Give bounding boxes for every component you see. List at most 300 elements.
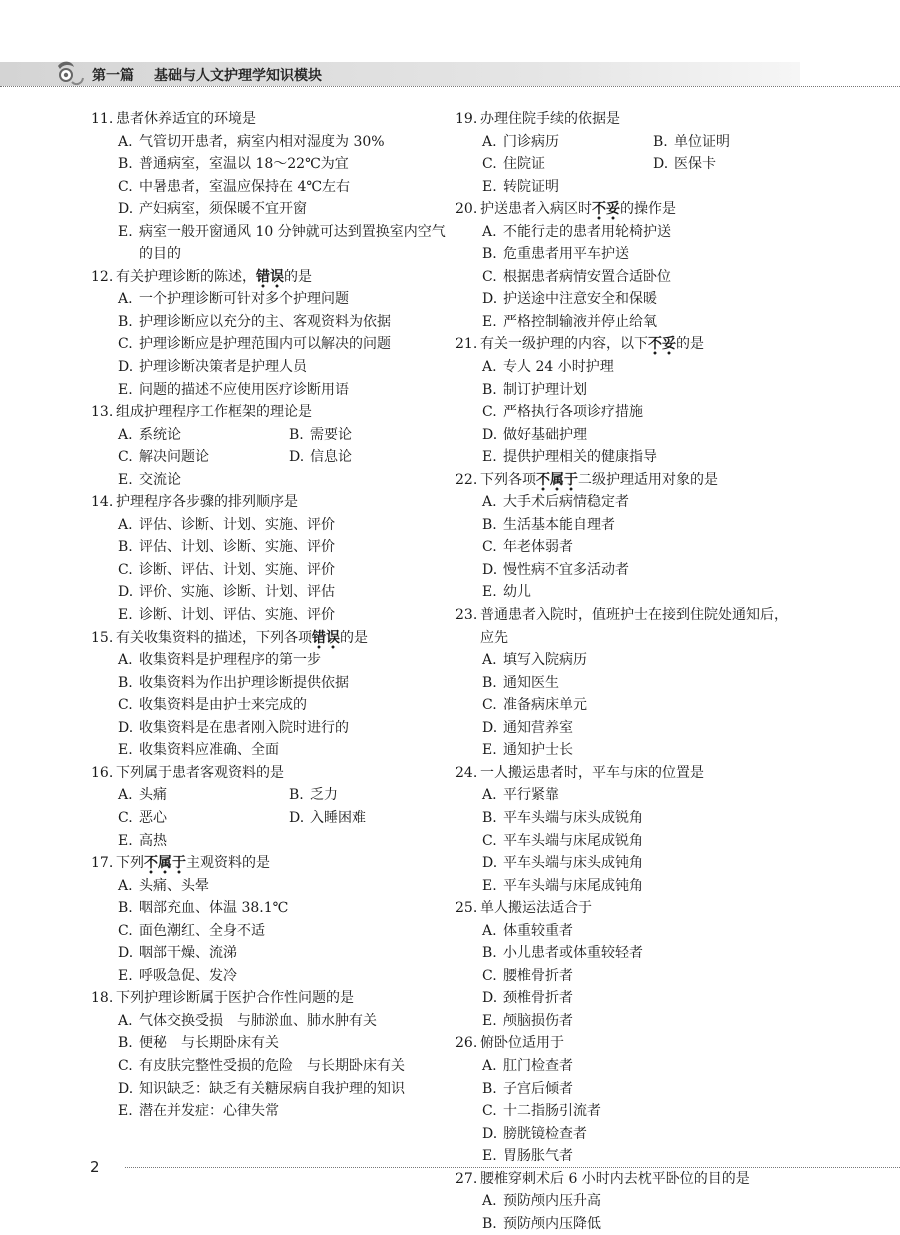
option [118, 649, 446, 672]
question-number: 21. [455, 336, 478, 353]
option-letter: B. [482, 381, 497, 398]
options-list [91, 784, 446, 852]
option-text: 诊断、计划、评估、实施、评价 [139, 607, 335, 624]
option [482, 401, 800, 424]
option [482, 1010, 800, 1033]
option-text: 平车头端与床头成钝角 [503, 855, 643, 872]
question-text-end: 二级护理适用对象的是 [578, 471, 718, 488]
question-text: 普通患者入院时，值班护士在接到住院处通知后，应先 [480, 607, 788, 646]
option [482, 1123, 800, 1146]
left-column [91, 108, 446, 1123]
option [482, 852, 800, 875]
option-text: 住院证 [503, 156, 545, 173]
option-text: 产妇病室，须保暖不宜开窗 [139, 201, 307, 218]
question-number: 25. [455, 900, 478, 917]
option [482, 1100, 800, 1123]
options-list [455, 784, 800, 897]
option-letter: C. [482, 268, 497, 285]
option [482, 243, 800, 266]
question-number: 11. [91, 111, 114, 127]
question-stem [455, 897, 800, 920]
emphasis-mark: 错误 [312, 630, 340, 649]
option-letter: D. [482, 1125, 498, 1142]
option [482, 491, 800, 514]
option-text: 年老体弱者 [503, 539, 573, 556]
option [118, 1032, 446, 1055]
option-letter: E. [118, 742, 133, 759]
option-letter: D. [289, 809, 305, 826]
question-text-end: 主观资料的是 [186, 855, 270, 872]
option-letter: A. [482, 223, 497, 240]
option-text: 小儿患者或体重较轻者 [503, 945, 643, 962]
question-text: 俯卧位适用于 [480, 1035, 564, 1052]
option [118, 1100, 446, 1123]
option-text: 需要论 [310, 426, 352, 443]
option [118, 424, 289, 447]
option-text: 面色潮红、全身不适 [139, 922, 265, 939]
options-list [455, 1190, 800, 1235]
option [118, 131, 446, 154]
option-letter: C. [118, 1057, 133, 1074]
question-number: 12. [91, 268, 114, 285]
option [289, 446, 460, 469]
footer-divider [125, 1167, 900, 1168]
option-text: 中暑患者，室温应保持在 4℃左右 [139, 178, 351, 195]
option [118, 875, 446, 898]
page-header [0, 62, 900, 90]
question-number: 16. [91, 764, 114, 781]
question-stem [455, 333, 800, 356]
option [482, 1055, 800, 1078]
options-row [118, 446, 446, 469]
option-text: 胃肠胀气者 [503, 1148, 573, 1165]
option-letter: B. [118, 1035, 133, 1052]
question-text: 有关一级护理的内容，以下 [480, 336, 648, 353]
option-text: 有皮肤完整性受损的危险 与长期卧床有关 [139, 1057, 405, 1074]
option-text: 咽部干燥、流涕 [139, 945, 237, 962]
option [118, 559, 446, 582]
option-text: 护理诊断应是护理范围内可以解决的问题 [139, 336, 391, 353]
option-text: 膀胱镜检查者 [503, 1125, 587, 1142]
option [482, 221, 800, 244]
options-list [455, 356, 800, 469]
option-text: 不能行走的患者用轮椅护送 [503, 223, 671, 240]
option-text: 慢性病不宜多活动者 [503, 561, 629, 578]
option [118, 288, 446, 311]
option-text: 收集资料是由护士来完成的 [139, 697, 307, 714]
option-text: 高热 [139, 832, 167, 849]
question-text: 有关护理诊断的陈述， [116, 268, 256, 285]
question-number: 13. [91, 404, 114, 421]
option [482, 559, 800, 582]
option-letter: B. [482, 1080, 497, 1097]
question-number: 17. [91, 855, 114, 872]
option-letter: B. [482, 1215, 497, 1232]
option [118, 581, 446, 604]
option [482, 739, 800, 762]
option-letter: A. [482, 359, 497, 376]
option-text: 专人 24 小时护理 [503, 359, 614, 376]
question-text: 单人搬运法适合于 [480, 900, 592, 917]
option-text: 提供护理相关的健康指导 [503, 449, 657, 466]
options-list [455, 1055, 800, 1168]
option [482, 131, 653, 154]
emphasis-mark: 不属于 [144, 855, 186, 874]
option-text: 收集资料是护理程序的第一步 [139, 652, 321, 669]
page-footer [0, 1158, 900, 1178]
option-text: 评估、诊断、计划、实施、评价 [139, 516, 335, 533]
option-letter: D. [482, 990, 498, 1007]
question-stem [91, 401, 446, 424]
option-text: 医保卡 [674, 156, 716, 173]
option [118, 514, 446, 537]
option-text: 头痛 [139, 787, 167, 804]
option-text: 平车头端与床尾成锐角 [503, 832, 643, 849]
option-letter: A. [118, 291, 133, 308]
option-letter: E. [118, 607, 133, 624]
option-letter: C. [482, 832, 497, 849]
option-letter: D. [482, 291, 498, 308]
option-text: 制订护理计划 [503, 381, 587, 398]
option-text: 预防颅内压升高 [503, 1193, 601, 1210]
option-letter: A. [482, 652, 497, 669]
option [482, 649, 800, 672]
option [482, 965, 800, 988]
option-letter: A. [118, 877, 133, 894]
option [118, 784, 289, 807]
option-letter: E. [118, 223, 133, 240]
option [118, 897, 446, 920]
question-text: 下列 [116, 855, 144, 872]
option-letter: E. [118, 1103, 133, 1120]
option-text: 信息论 [310, 449, 352, 466]
book-logo-icon [52, 58, 86, 88]
option-text: 评估、计划、诊断、实施、评价 [139, 539, 335, 556]
option-letter: B. [118, 674, 133, 691]
option-text: 一个护理诊断可针对多个护理问题 [139, 291, 349, 308]
option-text: 护送途中注意安全和保暖 [503, 291, 657, 308]
option [482, 176, 800, 199]
option-letter: A. [118, 652, 133, 669]
option-letter: D. [118, 945, 134, 962]
option-text: 转院证明 [503, 178, 559, 195]
options-list [91, 288, 446, 401]
option-letter: E. [482, 449, 497, 466]
option [482, 875, 800, 898]
option-letter: C. [482, 539, 497, 556]
option [482, 784, 800, 807]
question [455, 762, 800, 897]
option-text: 生活基本能自理者 [503, 516, 615, 533]
question [91, 762, 446, 852]
page-number: 2 [90, 1158, 100, 1176]
option-text: 病室一般开窗通风 10 分钟就可达到置换室内空气的目的 [139, 223, 446, 263]
option [482, 717, 800, 740]
option [118, 717, 446, 740]
option-text: 通知护士长 [503, 742, 573, 759]
question-stem [91, 491, 446, 514]
option [118, 536, 446, 559]
options-row [482, 153, 800, 176]
option-text: 普通病室，室温以 18～22℃为宜 [139, 156, 349, 173]
option [482, 424, 800, 447]
question [455, 333, 800, 468]
option-letter: D. [482, 719, 498, 736]
option-text: 头痛、头晕 [139, 877, 209, 894]
option-text: 危重患者用平车护送 [503, 246, 629, 263]
options-list [455, 221, 800, 334]
option [118, 942, 446, 965]
question [455, 604, 800, 762]
question-text-end: 的是 [284, 268, 312, 285]
option-text: 准备病床单元 [503, 697, 587, 714]
option-letter: C. [118, 336, 133, 353]
options-list [91, 1010, 446, 1123]
option [653, 153, 824, 176]
options-list [91, 649, 446, 762]
option-letter: D. [118, 201, 134, 218]
options-list [455, 649, 800, 762]
option [118, 198, 446, 221]
question [91, 627, 446, 762]
option [118, 1055, 446, 1078]
question [91, 852, 446, 987]
option-letter: D. [482, 426, 498, 443]
option [289, 807, 460, 830]
option-text: 护理诊断决策者是护理人员 [139, 359, 307, 376]
emphasis-mark: 错误 [256, 269, 284, 288]
option-letter: A. [118, 1012, 133, 1029]
option-text: 单位证明 [674, 133, 730, 150]
question-text: 患者休养适宜的环境是 [116, 111, 256, 127]
question-stem [91, 627, 446, 650]
option [482, 1078, 800, 1101]
option [482, 830, 800, 853]
question [455, 1032, 800, 1167]
question-number: 19. [455, 111, 478, 127]
option-letter: B. [118, 900, 133, 917]
question-text-end: 的是 [676, 336, 704, 353]
header-module: 基础与人文护理学知识模块 [154, 68, 322, 84]
option-letter: B. [118, 313, 133, 330]
option-text: 十二指肠引流者 [503, 1103, 601, 1120]
option-letter: B. [482, 246, 497, 263]
question-text: 腰椎穿刺术后 6 小时内去枕平卧位的目的是 [480, 1170, 750, 1187]
question-number: 24. [455, 764, 478, 781]
option-text: 收集资料为作出护理诊断提供依据 [139, 674, 349, 691]
option-letter: C. [482, 404, 497, 421]
option-text: 通知营养室 [503, 719, 573, 736]
option-letter: E. [482, 584, 497, 601]
option-letter: B. [482, 945, 497, 962]
option-text: 知识缺乏：缺乏有关糖尿病自我护理的知识 [139, 1080, 405, 1097]
question-stem [91, 108, 446, 131]
option-letter: E. [118, 471, 133, 488]
option [482, 153, 653, 176]
option [289, 424, 460, 447]
option [118, 604, 446, 627]
option-text: 系统论 [139, 426, 181, 443]
option-letter: B. [118, 539, 133, 556]
options-list [91, 514, 446, 627]
question-text: 下列属于患者客观资料的是 [116, 764, 284, 781]
question-number: 18. [91, 990, 114, 1007]
question-number: 22. [455, 471, 478, 488]
option-text: 颈椎骨折者 [503, 990, 573, 1007]
question-number: 23. [455, 607, 478, 624]
question-text: 护送患者入病区时 [480, 201, 592, 218]
question-stem [455, 198, 800, 221]
question-stem [91, 762, 446, 785]
options-list [455, 920, 800, 1033]
option-text: 恶心 [139, 809, 167, 826]
question-stem [455, 1032, 800, 1055]
option [482, 581, 800, 604]
option-letter: C. [118, 809, 133, 826]
option-letter: D. [482, 561, 498, 578]
question-number: 15. [91, 629, 114, 646]
question-number: 27. [455, 1170, 478, 1187]
question-number: 14. [91, 494, 114, 511]
option-text: 收集资料应准确、全面 [139, 742, 279, 759]
option [289, 784, 460, 807]
option-letter: A. [118, 516, 133, 533]
option-text: 咽部充血、体温 38.1℃ [139, 900, 289, 917]
option-text: 问题的描述不应使用医疗诊断用语 [139, 381, 349, 398]
option [118, 1010, 446, 1033]
option-letter: A. [118, 787, 133, 804]
option-letter: C. [482, 1103, 497, 1120]
option-text: 平行紧靠 [503, 787, 559, 804]
options-list [91, 875, 446, 988]
question-text-end: 的操作是 [620, 201, 676, 218]
question [91, 108, 446, 266]
option-letter: A. [118, 426, 133, 443]
option-text: 预防颅内压降低 [503, 1215, 601, 1232]
option-letter: D. [118, 359, 134, 376]
option-text: 严格执行各项诊疗措施 [503, 404, 643, 421]
option [482, 288, 800, 311]
header-divider [0, 86, 900, 87]
option-text: 入睡困难 [310, 809, 366, 826]
options-row [118, 424, 446, 447]
option [118, 356, 446, 379]
question-number: 26. [455, 1035, 478, 1052]
option-letter: A. [482, 1193, 497, 1210]
option-letter: C. [118, 561, 133, 578]
options-list [91, 424, 446, 492]
option-text: 评价、实施、诊断、计划、评估 [139, 584, 335, 601]
option [482, 672, 800, 695]
option [482, 694, 800, 717]
option-text: 呼吸急促、发冷 [139, 967, 237, 984]
option-text: 肛门检查者 [503, 1057, 573, 1074]
option [482, 1190, 800, 1213]
option-letter: E. [482, 313, 497, 330]
option-text: 门诊病历 [503, 133, 559, 150]
option-letter: C. [482, 967, 497, 984]
option-letter: B. [482, 674, 497, 691]
option [482, 807, 800, 830]
question [455, 897, 800, 1032]
option [118, 672, 446, 695]
option-letter: B. [289, 426, 304, 443]
option-text: 便秘 与长期卧床有关 [139, 1035, 279, 1052]
option-text: 颅脑损伤者 [503, 1012, 573, 1029]
question-text-end: 的是 [340, 629, 368, 646]
option-letter: A. [482, 922, 497, 939]
option-text: 严格控制输液并停止给氧 [503, 313, 657, 330]
option-text: 根据患者病情安置合适卧位 [503, 268, 671, 285]
option-letter: C. [118, 922, 133, 939]
question-stem [455, 762, 800, 785]
option [482, 311, 800, 334]
option-letter: E. [482, 742, 497, 759]
question-number: 20. [455, 201, 478, 218]
option-text: 子宫后倾者 [503, 1080, 573, 1097]
emphasis-mark: 不妥 [648, 336, 676, 355]
question-stem [91, 266, 446, 289]
option [482, 536, 800, 559]
option [118, 739, 446, 762]
option-text: 气体交换受损 与肺淤血、肺水肿有关 [139, 1012, 377, 1029]
option [653, 131, 824, 154]
question-stem [455, 108, 800, 131]
question [91, 987, 446, 1122]
option-letter: E. [482, 1012, 497, 1029]
option-letter: D. [653, 156, 669, 173]
option-text: 交流论 [139, 471, 181, 488]
option-text: 护理诊断应以充分的主、客观资料为依据 [139, 313, 391, 330]
option-letter: E. [118, 967, 133, 984]
option-letter: B. [482, 809, 497, 826]
option-letter: C. [118, 449, 133, 466]
option-text: 平车头端与床尾成钝角 [503, 877, 643, 894]
option [482, 356, 800, 379]
question-stem [455, 604, 800, 649]
option [482, 942, 800, 965]
emphasis-mark: 不属于 [536, 472, 578, 491]
option-letter: B. [289, 787, 304, 804]
option-letter: A. [482, 787, 497, 804]
option [482, 379, 800, 402]
option-letter: C. [482, 156, 497, 173]
options-row [118, 784, 446, 807]
option-letter: D. [118, 719, 134, 736]
option-letter: B. [482, 516, 497, 533]
option-text: 收集资料是在患者刚入院时进行的 [139, 719, 349, 736]
option-text: 做好基础护理 [503, 426, 587, 443]
option-letter: B. [118, 156, 133, 173]
option-letter: C. [118, 697, 133, 714]
question-text: 组成护理程序工作框架的理论是 [116, 404, 312, 421]
question-text: 护理程序各步骤的排列顺序是 [116, 494, 298, 511]
option [118, 920, 446, 943]
option-text: 乏力 [310, 787, 338, 804]
option-letter: A. [482, 494, 497, 511]
option-letter: D. [118, 584, 134, 601]
question-text: 有关收集资料的描述，下列各项 [116, 629, 312, 646]
option [118, 379, 446, 402]
option-text: 气管切开患者，病室内相对湿度为 30% [139, 133, 385, 150]
options-list [455, 491, 800, 604]
option-text: 潜在并发症：心律失常 [139, 1103, 279, 1120]
option [482, 266, 800, 289]
option-letter: B. [653, 133, 668, 150]
option [118, 965, 446, 988]
option [118, 311, 446, 334]
option [482, 1213, 800, 1235]
